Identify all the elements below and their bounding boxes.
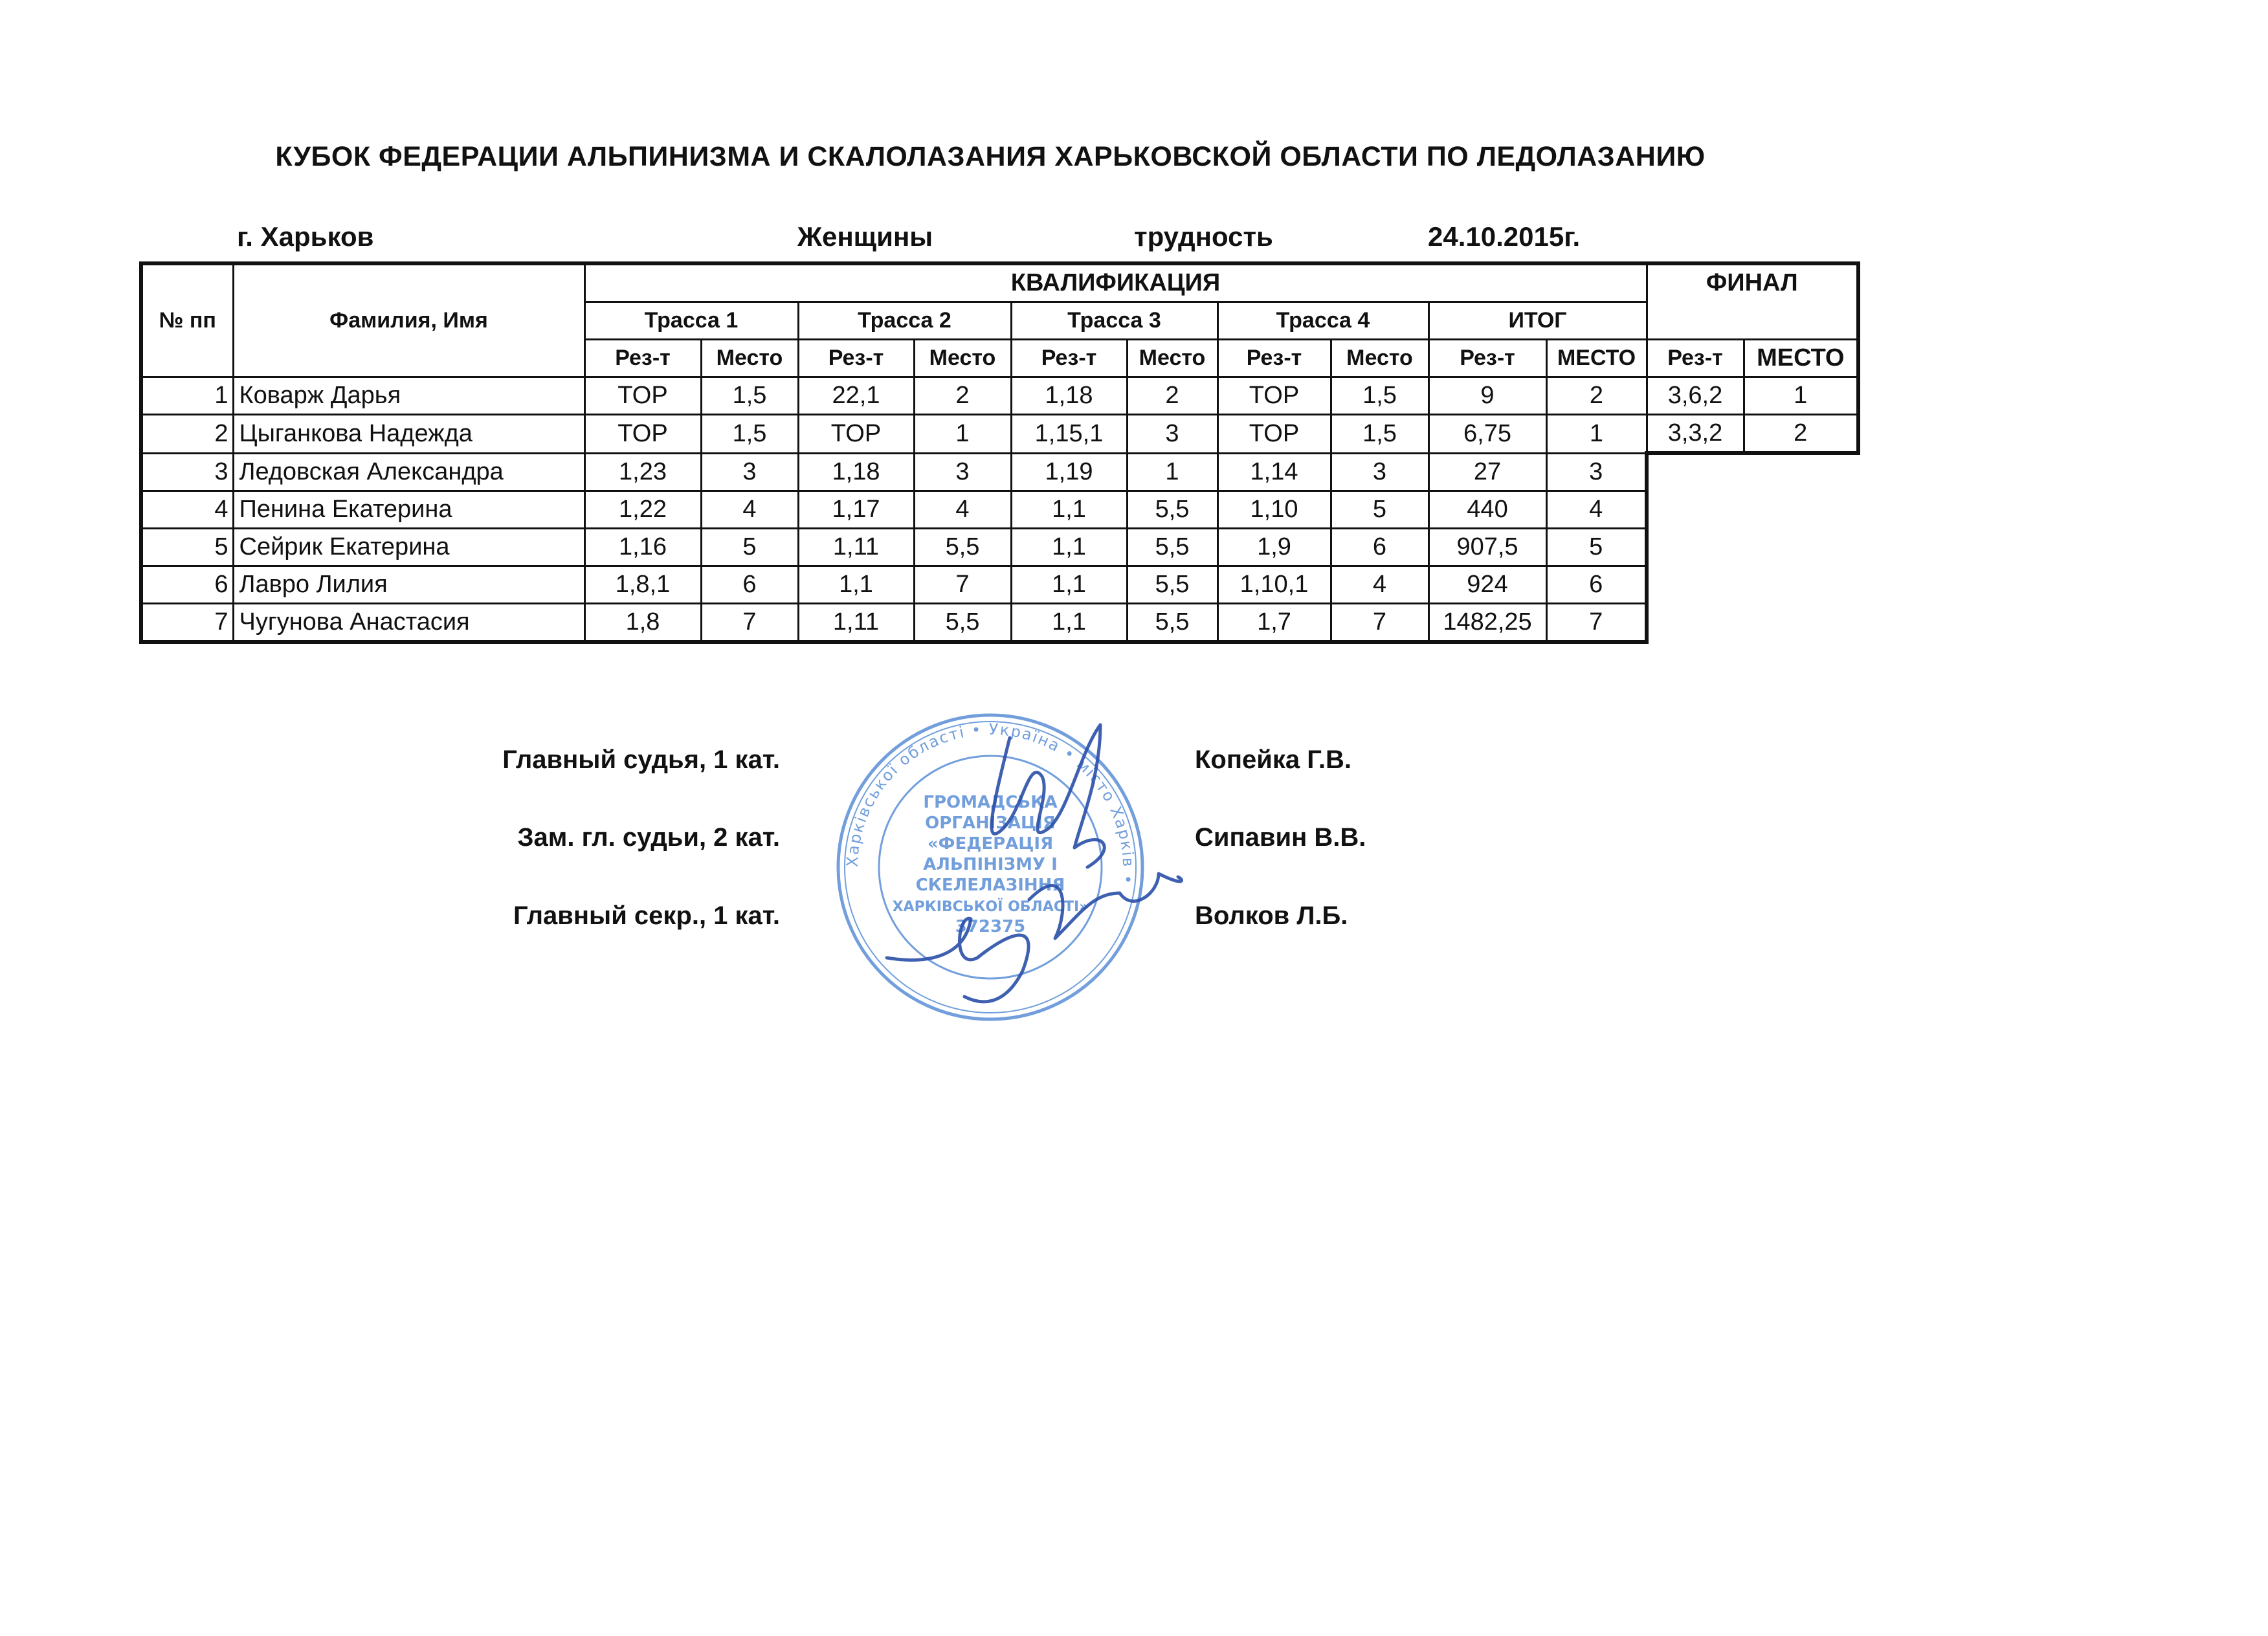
row-num: 4	[141, 491, 233, 528]
route2-result: 1,18	[798, 453, 914, 491]
header-route1: Трасса 1	[584, 302, 798, 340]
empty-cell	[1647, 566, 1744, 603]
route3-place: 5,5	[1127, 603, 1217, 642]
route2-result: 1,11	[798, 528, 914, 566]
route4-place: 5	[1331, 491, 1429, 528]
route1-result: 1,8	[584, 603, 701, 642]
event-gender: Женщины	[797, 221, 933, 252]
empty-cell	[1647, 491, 1744, 528]
route2-result: 1,11	[798, 603, 914, 642]
athlete-name: Сейрик Екатерина	[233, 528, 584, 566]
total-result: 440	[1429, 491, 1546, 528]
route4-place: 4	[1331, 566, 1429, 603]
stamp-line: ХАРКІВСЬКОЇ ОБЛАСТІ»	[892, 899, 1089, 915]
empty-cell	[1647, 453, 1744, 491]
total-place: 2	[1546, 377, 1647, 415]
event-date: 24.10.2015г.	[1428, 221, 1581, 252]
header-final: ФИНАЛ	[1647, 263, 1858, 340]
final-place: 1	[1744, 377, 1858, 415]
route4-result: 1,10	[1217, 491, 1331, 528]
route4-result: TOP	[1217, 415, 1331, 454]
row-num: 2	[141, 415, 233, 454]
route4-result: 1,7	[1217, 603, 1331, 642]
total-result: 907,5	[1429, 528, 1546, 566]
event-discipline: трудность	[1134, 221, 1273, 252]
route4-result: 1,10,1	[1217, 566, 1331, 603]
empty-cell	[1647, 528, 1744, 566]
header-place-caps: МЕСТО	[1744, 340, 1858, 377]
row-num: 1	[141, 377, 233, 415]
athlete-name: Лавро Лилия	[233, 566, 584, 603]
table-row	[141, 603, 1858, 642]
header-place: Место	[914, 340, 1011, 377]
header-res: Рез-т	[584, 340, 701, 377]
header-qualification: КВАЛИФИКАЦИЯ	[584, 263, 1647, 302]
signature-role-chief-secretary: Главный секр., 1 кат.	[513, 901, 780, 930]
athlete-name: Цыганкова Надежда	[233, 415, 584, 454]
signature-name-chief-secretary: Волков Л.Б.	[1195, 901, 1348, 930]
stamp-line: СКЕЛЕЛАЗІННЯ	[915, 876, 1065, 895]
header-route3: Трасса 3	[1011, 302, 1217, 340]
stamp-line: АЛЬПІНІЗМУ І	[923, 855, 1058, 874]
route2-result: 1,1	[798, 566, 914, 603]
total-place: 1	[1546, 415, 1647, 454]
route2-result: 1,17	[798, 491, 914, 528]
header-route4: Трасса 4	[1217, 302, 1429, 340]
route4-place: 7	[1331, 603, 1429, 642]
event-city: г. Харьков	[237, 221, 374, 252]
route1-place: 1,5	[701, 415, 798, 454]
signature-name-deputy-judge: Сипавин В.В.	[1195, 823, 1366, 852]
route2-place: 3	[914, 453, 1011, 491]
route4-place: 6	[1331, 528, 1429, 566]
route1-result: 1,22	[584, 491, 701, 528]
total-result: 1482,25	[1429, 603, 1546, 642]
route3-place: 5,5	[1127, 491, 1217, 528]
stamp-line: 372375	[955, 917, 1026, 936]
row-num: 6	[141, 566, 233, 603]
route2-result: 22,1	[798, 377, 914, 415]
empty-cell	[1744, 603, 1858, 642]
total-place: 4	[1546, 491, 1647, 528]
total-result: 9	[1429, 377, 1546, 415]
route2-place: 4	[914, 491, 1011, 528]
total-place: 3	[1546, 453, 1647, 491]
route1-place: 5	[701, 528, 798, 566]
total-result: 924	[1429, 566, 1546, 603]
route3-place: 1	[1127, 453, 1217, 491]
header-route2: Трасса 2	[798, 302, 1011, 340]
row-num: 7	[141, 603, 233, 642]
total-result: 27	[1429, 453, 1546, 491]
final-result: 3,6,2	[1647, 377, 1744, 415]
route2-place: 5,5	[914, 603, 1011, 642]
route2-place: 1	[914, 415, 1011, 454]
athlete-name: Пенина Екатерина	[233, 491, 584, 528]
final-result: 3,3,2	[1647, 415, 1744, 454]
row-num: 5	[141, 528, 233, 566]
total-result: 6,75	[1429, 415, 1546, 454]
table-row	[141, 566, 1858, 603]
stamp-line: ГРОМАДСЬКА	[923, 793, 1058, 812]
signature-role-deputy-judge: Зам. гл. судьи, 2 кат.	[517, 823, 780, 852]
athlete-name: Чугунова Анастасия	[233, 603, 584, 642]
route3-result: 1,19	[1011, 453, 1127, 491]
route2-place: 7	[914, 566, 1011, 603]
header-place: Место	[701, 340, 798, 377]
results-table	[139, 261, 1860, 644]
route3-result: 1,1	[1011, 566, 1127, 603]
route3-result: 1,15,1	[1011, 415, 1127, 454]
route4-place: 1,5	[1331, 377, 1429, 415]
table-row	[141, 528, 1858, 566]
document-title: КУБОК ФЕДЕРАЦИИ АЛЬПИНИЗМА И СКАЛОЛАЗАНИЯ ХАРЬКОВСКОЙ ОБЛАСТИ ПО ЛЕДОЛАЗАНИЮ	[275, 141, 1706, 172]
header-res: Рез-т	[798, 340, 914, 377]
stamp-ring-path: Харківської області • Україна • місто Харків •	[843, 720, 1138, 887]
total-place: 5	[1546, 528, 1647, 566]
signature-name-chief-judge: Копейка Г.В.	[1195, 746, 1352, 774]
header-total: ИТОГ	[1429, 302, 1647, 340]
route2-place: 5,5	[914, 528, 1011, 566]
header-res: Рез-т	[1429, 340, 1546, 377]
table-row	[141, 453, 1858, 491]
header-place: Место	[1127, 340, 1217, 377]
stamp-line: ОРГАНІЗАЦІЯ	[925, 813, 1056, 833]
route1-result: TOP	[584, 415, 701, 454]
header-place: Место	[1331, 340, 1429, 377]
header-num: № пп	[141, 263, 233, 377]
table-row	[141, 415, 1858, 454]
empty-cell	[1647, 603, 1744, 642]
route3-result: 1,18	[1011, 377, 1127, 415]
route3-place: 2	[1127, 377, 1217, 415]
header-place-caps: МЕСТО	[1546, 340, 1647, 377]
results-body	[141, 377, 1858, 642]
route4-place: 1,5	[1331, 415, 1429, 454]
official-stamp	[796, 699, 1184, 1035]
route3-result: 1,1	[1011, 528, 1127, 566]
table-row	[141, 377, 1858, 415]
route4-result: 1,9	[1217, 528, 1331, 566]
total-place: 6	[1546, 566, 1647, 603]
route1-result: 1,23	[584, 453, 701, 491]
final-place: 2	[1744, 415, 1858, 454]
table-row	[141, 491, 1858, 528]
signature-role-chief-judge: Главный судья, 1 кат.	[502, 746, 780, 774]
empty-cell	[1744, 491, 1858, 528]
route4-result: 1,14	[1217, 453, 1331, 491]
empty-cell	[1744, 453, 1858, 491]
route1-place: 1,5	[701, 377, 798, 415]
row-num: 3	[141, 453, 233, 491]
total-place: 7	[1546, 603, 1647, 642]
route1-result: 1,8,1	[584, 566, 701, 603]
route2-place: 2	[914, 377, 1011, 415]
route2-result: TOP	[798, 415, 914, 454]
empty-cell	[1744, 566, 1858, 603]
route1-place: 7	[701, 603, 798, 642]
route3-place: 3	[1127, 415, 1217, 454]
header-res: Рез-т	[1011, 340, 1127, 377]
route1-place: 6	[701, 566, 798, 603]
athlete-name: Коварж Дарья	[233, 377, 584, 415]
route3-place: 5,5	[1127, 528, 1217, 566]
header-name: Фамилия, Имя	[233, 263, 584, 377]
route1-result: TOP	[584, 377, 701, 415]
route1-place: 3	[701, 453, 798, 491]
header-res: Рез-т	[1217, 340, 1331, 377]
route3-result: 1,1	[1011, 491, 1127, 528]
route1-result: 1,16	[584, 528, 701, 566]
route4-place: 3	[1331, 453, 1429, 491]
route1-place: 4	[701, 491, 798, 528]
stamp-line: «ФЕДЕРАЦІЯ	[927, 834, 1054, 854]
empty-cell	[1744, 528, 1858, 566]
route3-result: 1,1	[1011, 603, 1127, 642]
route4-result: TOP	[1217, 377, 1331, 415]
route3-place: 5,5	[1127, 566, 1217, 603]
athlete-name: Ледовская Александра	[233, 453, 584, 491]
header-res: Рез-т	[1647, 340, 1744, 377]
